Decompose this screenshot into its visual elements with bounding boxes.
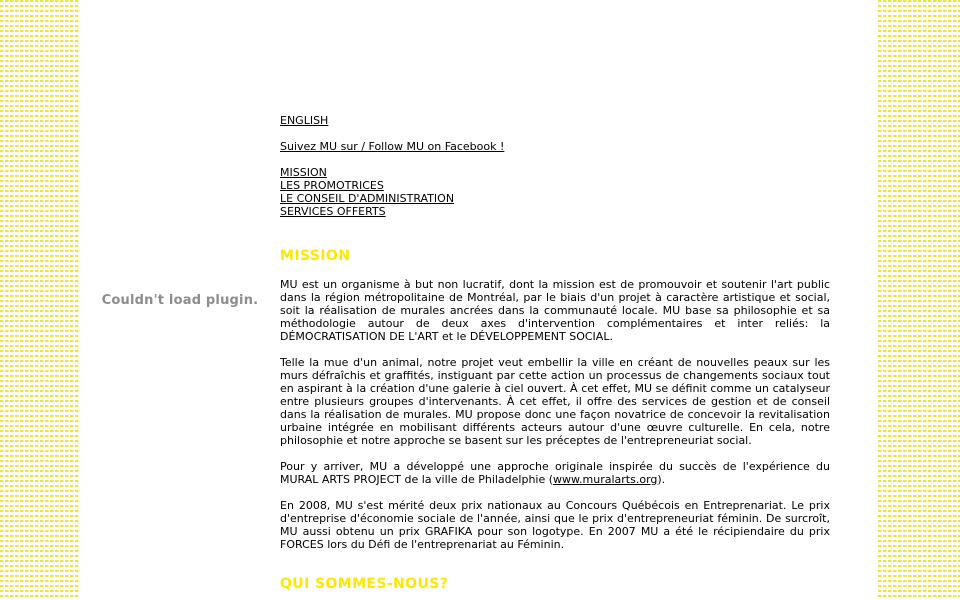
p3-text-after: ). bbox=[657, 473, 666, 486]
menu-item-services-offerts[interactable]: SERVICES OFFERTS bbox=[280, 205, 386, 218]
mission-paragraph-2: Telle la mue d'un animal, notre projet veut embellir la ville en créant de nouvelles peaux sur les murs défraîchis et graffités, instiguant par cette action un processus de changements sociaux tout en aspirant à la création d'une galerie à ciel ouvert. À cet effet, MU se définit comme un catalyseur entre plusieurs groupes d'intervenants. À cet effet, il offre des services de gestion et de conseil dans la réalisation de murales. MU propose donc une façon novatrice de concevoir la revitalisation urbaine intégrée en mobilisant différents acteurs autour d'une œuvre culturelle. En cela, notre philosophie et notre approche se basent sur les préceptes de l'entrepreneuriat social. bbox=[280, 356, 830, 447]
muralarts-link[interactable]: www.muralarts.org bbox=[553, 473, 658, 486]
mission-heading: MISSION bbox=[280, 248, 351, 264]
plugin-error-text: Couldn't load plugin. bbox=[101, 292, 259, 308]
menu-item-mission[interactable]: MISSION bbox=[280, 166, 327, 179]
plugin-placeholder[interactable] bbox=[88, 100, 272, 500]
right-dashed-pattern bbox=[878, 0, 960, 600]
p3-text-before: Pour y arriver, MU a développé une approche originale inspirée du succès de l'expérience du MURAL ARTS PROJECT de la ville de Philadelphie ( bbox=[280, 460, 830, 486]
menu-item-les-promotrices[interactable]: LES PROMOTRICES bbox=[280, 179, 384, 192]
facebook-follow-link[interactable]: Suivez MU sur / Follow MU on Facebook ! bbox=[280, 140, 505, 153]
main-menu bbox=[280, 166, 454, 218]
left-dashed-pattern bbox=[0, 0, 80, 600]
menu-item-conseil-administration[interactable]: LE CONSEIL D'ADMINISTRATION bbox=[280, 192, 455, 205]
mission-paragraph-3 bbox=[280, 460, 830, 486]
mission-paragraph-4: En 2008, MU s'est mérité deux prix nationaux au Concours Québécois en Entreprenariat. Le prix d'entreprise d'économie sociale de l'année, ainsi que le prix d'entrepreneuriat féminin. De surcroît, MU aussi obtenu un prix GRAFIKA pour son logotype. En 2007 MU a été le récipiendaire du prix FORCES lors du Défi de l'entreprenariat au Féminin. bbox=[280, 499, 830, 551]
main-content bbox=[280, 0, 830, 600]
mission-paragraph-1: MU est un organisme à but non lucratif, dont la mission est de promouvoir et soutenir l'art public dans la région métropolitaine de Montréal, par le biais d'un projet à caractère artistique et social, soit la réalisation de murales ancrées dans la communauté locale. MU base sa philosophie et sa méthodologie autour de deux axes d'intervention complémentaires et inter reliés: la DÉMOCRATISATION DE L'ART et le DÉVELOPPEMENT SOCIAL. bbox=[280, 278, 830, 343]
english-link[interactable]: ENGLISH bbox=[280, 114, 329, 127]
qui-sommes-nous-heading: QUI SOMMES-NOUS? bbox=[280, 576, 449, 592]
